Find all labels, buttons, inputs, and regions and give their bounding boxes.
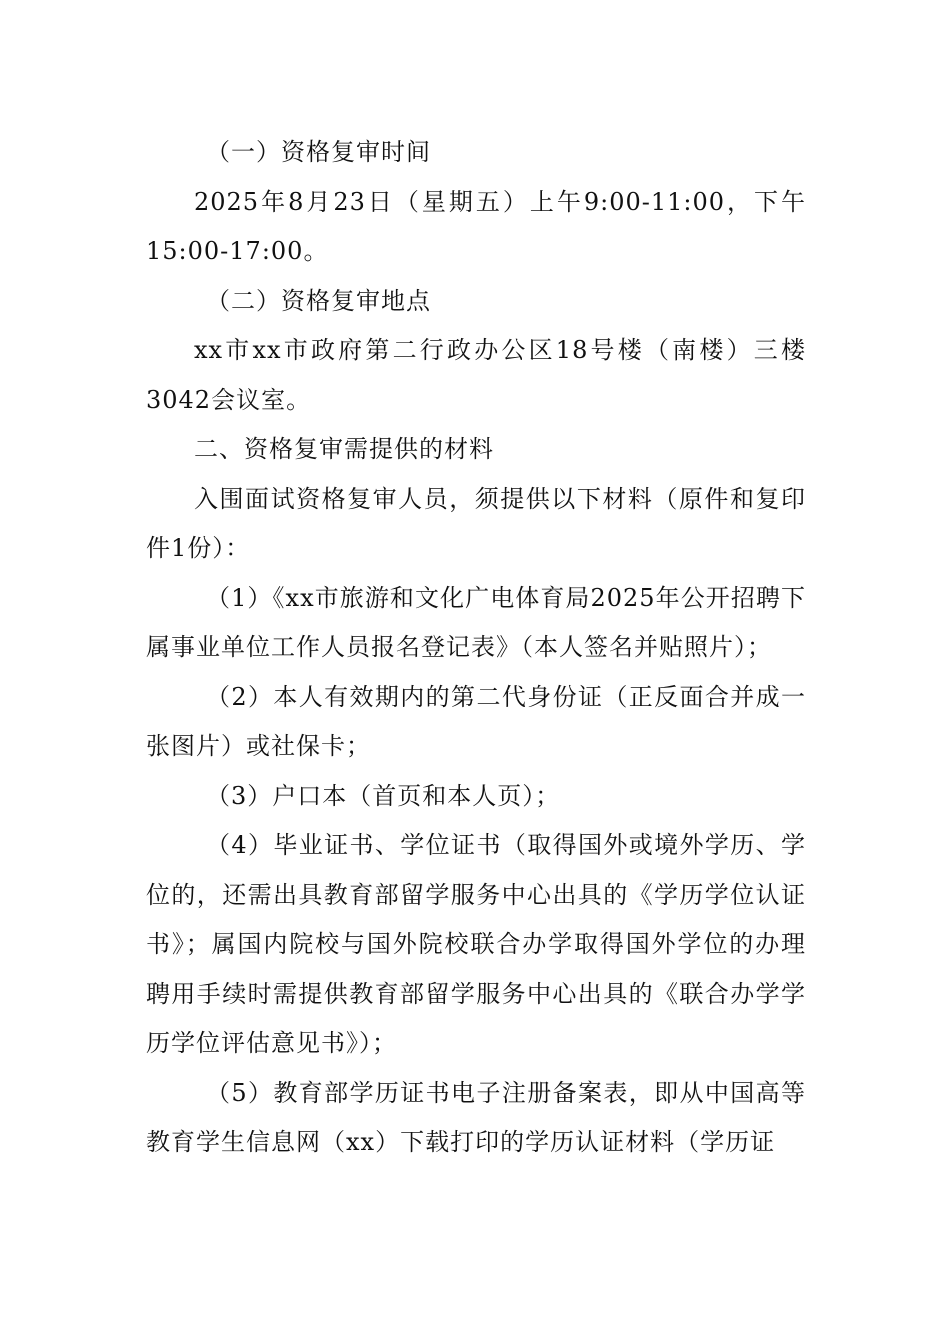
section-heading-materials: 二、资格复审需提供的材料 bbox=[194, 435, 494, 463]
paragraph-review-time: 2025年8月23日（星期五）上午9:00-11:00，下午15:00-17:00。 bbox=[146, 187, 806, 265]
paragraph-review-location: xx市xx市政府第二行政办公区18号楼（南楼）三楼3042会议室。 bbox=[146, 336, 806, 414]
list-item-education-record: （5）教育部学历证书电子注册备案表，即从中国高等教育学生信息网（xx）下载打印的学历认证材料（学历证 bbox=[146, 1078, 806, 1156]
list-item-registration-form: （1）《xx市旅游和文化广电体育局2025年公开招聘下属事业单位工作人员报名登记表》（本人签名并贴照片）； bbox=[146, 583, 806, 661]
list-item-id-card: （2）本人有效期内的第二代身份证（正反面合并成一张图片）或社保卡； bbox=[146, 682, 806, 760]
list-item-diplomas: （4）毕业证书、学位证书（取得国外或境外学历、学位的，还需出具教育部留学服务中心出具的《学历学位认证书》；属国内院校与国外院校联合办学取得国外学位的办理聘用手续时需提供教育部留学服务中心出具的《联合办学学历学位评估意见书》）； bbox=[146, 831, 806, 1057]
section-heading-location: （二）资格复审地点 bbox=[206, 286, 431, 315]
section-heading-time: （一）资格复审时间 bbox=[206, 138, 431, 166]
document-page bbox=[146, 128, 806, 1168]
paragraph-materials-intro: 入围面试资格复审人员，须提供以下材料（原件和复印件1份）： bbox=[146, 484, 806, 562]
list-item-household-register: （3）户口本（首页和本人页）； bbox=[206, 781, 561, 810]
